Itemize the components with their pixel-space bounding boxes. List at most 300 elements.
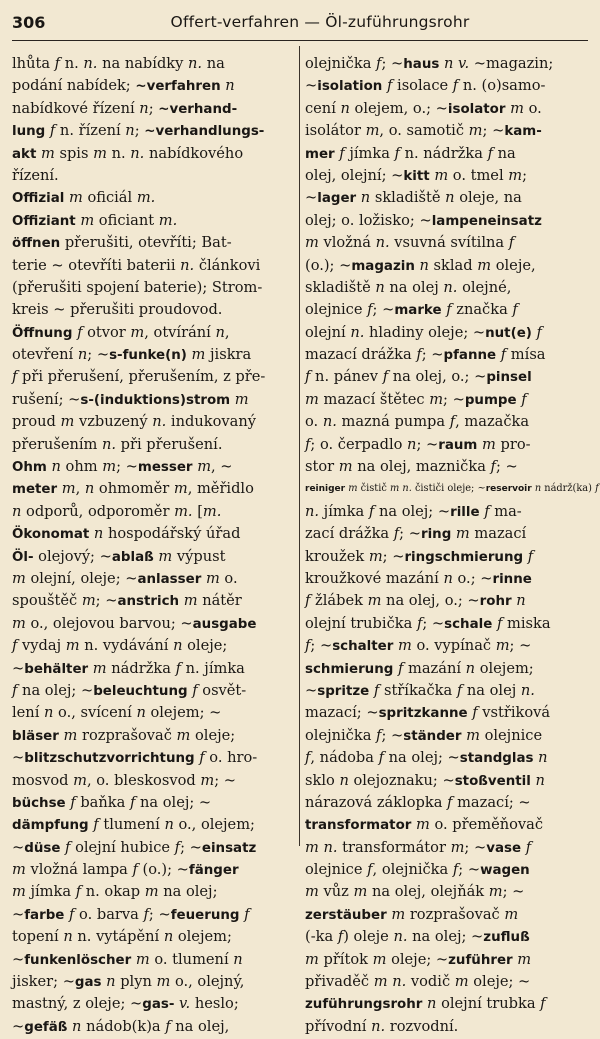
grammar-label: f [378, 749, 384, 767]
grammar-label: f [305, 637, 311, 655]
grammar-label: f [512, 301, 518, 319]
headword: Ökonomat [12, 527, 90, 543]
grammar-label: m [434, 166, 449, 184]
headword: mer [305, 146, 335, 162]
text-span: mazná pumpa [336, 413, 450, 431]
text-span: ; ~ [87, 346, 110, 364]
grammar-label: m [389, 483, 400, 495]
text-line [305, 255, 589, 277]
text-span: , [224, 323, 230, 341]
text-span: jímka [25, 883, 76, 901]
text-line [305, 98, 589, 120]
headword: reservoir [485, 484, 532, 495]
grammar-label: m [365, 122, 380, 140]
text-span: ~ [305, 681, 318, 699]
text-span: ~ [305, 77, 318, 95]
headword: behälter [24, 661, 89, 677]
headword: isolator [447, 101, 506, 117]
headword: zuführungsrohr [305, 997, 423, 1013]
text-span: jímka [344, 144, 395, 162]
text-span: skladiště [370, 189, 446, 207]
text-span: n. jímka [180, 659, 245, 677]
text-span: ; ~ [180, 838, 202, 856]
grammar-label: n. [152, 413, 167, 431]
grammar-label: f [339, 144, 345, 162]
text-line [305, 613, 589, 635]
text-span: , o. samotič [379, 122, 469, 140]
text-line [305, 680, 589, 702]
text-line [12, 232, 274, 254]
text-span: osvět- [197, 681, 247, 699]
headword: reiniger [305, 484, 346, 495]
grammar-label: n. [323, 838, 338, 856]
grammar-label: m [305, 390, 319, 408]
grammar-label: m [398, 637, 412, 655]
column-divider [299, 46, 300, 846]
grammar-label: n. [402, 483, 412, 495]
grammar-label: m [353, 883, 368, 901]
text-span: ; ~ [421, 346, 444, 364]
grammar-label: n [84, 480, 95, 498]
text-span: mazací štětec [318, 390, 430, 408]
grammar-label: m [234, 390, 249, 408]
text-span: na olej; [158, 883, 218, 901]
text-span: ; ~ [422, 614, 445, 632]
grammar-label: f [449, 413, 456, 431]
grammar-label: n [72, 1017, 82, 1035]
grammar-label: f [490, 458, 496, 476]
text-line [305, 478, 599, 500]
text-span: řízení. [12, 166, 59, 184]
text-span: olej; o. ložisko; ~ [305, 211, 432, 229]
grammar-label: f [12, 637, 18, 655]
grammar-label: f [447, 793, 453, 811]
text-line [305, 546, 589, 568]
text-span: značka [451, 301, 513, 319]
text-line [12, 389, 274, 411]
grammar-label: m [73, 771, 87, 789]
text-span: o., olejem; [173, 816, 255, 834]
text-span: vydaj [17, 637, 66, 655]
text-line [12, 53, 274, 75]
text-line [12, 120, 274, 142]
headword: rille [450, 504, 480, 520]
grammar-label: m [205, 569, 220, 587]
text-span: na olej; ~ [407, 928, 484, 946]
text-span: oleje; ~ [386, 950, 449, 968]
grammar-label: n [139, 99, 149, 117]
text-span: vložná lampa [25, 861, 133, 879]
text-line [305, 344, 589, 366]
text-span: ; ~ [482, 122, 505, 140]
text-span: n. nádržka [399, 144, 488, 162]
text-span: ~ [12, 749, 25, 767]
text-line [12, 747, 274, 769]
grammar-label: m [102, 458, 117, 476]
text-span: ; ~ [381, 726, 404, 744]
grammar-label: n [534, 483, 542, 495]
text-span: ; ~ [399, 525, 421, 543]
headword: vase [486, 840, 522, 856]
grammar-label: f [199, 749, 205, 767]
grammar-label: f [305, 368, 311, 386]
text-span: stříkačka [379, 681, 457, 699]
text-span: baňka [75, 793, 130, 811]
grammar-label: n [427, 995, 437, 1013]
text-span: ; ~ [495, 458, 518, 476]
grammar-label: m. [174, 502, 193, 520]
grammar-label: m [130, 323, 145, 341]
text-line [305, 881, 589, 903]
headword: ringschmierung [404, 549, 524, 565]
grammar-label: n [125, 122, 135, 140]
text-span: žlábek [310, 592, 368, 610]
grammar-label: m [373, 973, 388, 991]
text-line [12, 859, 274, 881]
text-line [12, 187, 274, 209]
text-span: přívodní [305, 1017, 372, 1035]
text-line [12, 1016, 274, 1038]
text-span: o. [219, 569, 238, 587]
grammar-label: m [495, 637, 510, 655]
grammar-label: m [65, 637, 80, 655]
text-span: , měřidlo [187, 480, 254, 498]
grammar-label: m [92, 659, 107, 677]
text-line [305, 1016, 589, 1038]
grammar-label: m. [136, 189, 156, 207]
grammar-label: f [305, 749, 311, 767]
text-span: kreis ~ přerušiti proudovod. [12, 301, 223, 319]
grammar-label: n. [322, 413, 337, 431]
text-span: olejní [305, 323, 351, 341]
text-span: olejový; ~ [33, 547, 112, 565]
headword: rinne [492, 571, 532, 587]
grammar-label: m [368, 547, 383, 565]
grammar-label: n [465, 659, 476, 677]
grammar-label: f [367, 861, 373, 879]
grammar-label: n. [392, 973, 407, 991]
text-span: isolátor [305, 122, 366, 140]
grammar-label: n. [188, 55, 203, 72]
grammar-label: n [516, 592, 526, 610]
text-span: (přerušiti spojení baterie); Strom- [12, 278, 263, 296]
headword: pfanne [443, 348, 497, 364]
text-line [12, 523, 274, 545]
headword: farbe [24, 907, 65, 923]
text-span: olejní, oleje; ~ [25, 569, 138, 587]
grammar-label: m [416, 816, 430, 834]
text-span: na [202, 55, 225, 72]
text-span: tlumení [98, 816, 165, 834]
text-span: o., olejný, [170, 973, 245, 991]
text-line [12, 904, 274, 926]
text-line [12, 635, 274, 657]
text-span: indukovaný [166, 413, 256, 431]
text-span: na olej, maznička [352, 458, 491, 476]
text-span: ; ~ [509, 637, 532, 655]
text-span: vodič [406, 973, 455, 991]
text-span: o. přeměňovač [429, 816, 544, 834]
headword: ~verhandlungs- [144, 124, 265, 140]
grammar-label: f [487, 144, 493, 162]
grammar-label: m [391, 905, 406, 923]
text-span: ~ [12, 659, 25, 677]
text-span: n. (o)samo- [458, 77, 546, 95]
text-span: transformátor [337, 838, 451, 856]
grammar-label: f [305, 435, 311, 453]
text-span: n. [106, 144, 131, 162]
text-line [305, 120, 589, 142]
left-column [12, 53, 274, 1038]
text-line [12, 814, 274, 836]
text-span: přivaděč [305, 973, 374, 991]
grammar-label: f [452, 77, 459, 95]
grammar-label: m [80, 211, 95, 229]
grammar-label: n [443, 569, 453, 587]
headword: dämpfung [12, 818, 89, 834]
grammar-label: m [338, 458, 353, 476]
headword: anstrich [117, 594, 180, 610]
grammar-label: f [143, 905, 149, 923]
text-span: rozvodní. [385, 1017, 459, 1035]
grammar-label: m [12, 614, 26, 632]
grammar-label: f [452, 861, 459, 879]
text-span: na olej; ~ [135, 793, 212, 811]
text-span: mazací drážka [305, 346, 417, 364]
text-line [305, 814, 589, 836]
text-span: , ~ [211, 458, 233, 476]
text-line [12, 299, 274, 321]
grammar-label: f [521, 390, 527, 408]
grammar-label: m [60, 413, 75, 431]
text-span: , nádoba [310, 749, 379, 767]
text-line [305, 747, 589, 769]
text-line [12, 590, 274, 612]
text-line [305, 859, 589, 881]
text-line [12, 98, 274, 120]
text-line [305, 389, 589, 411]
text-span: na olej; ~ [17, 681, 94, 699]
grammar-label: n [163, 928, 174, 946]
text-span: ; ~ [381, 55, 404, 72]
grammar-label: f [368, 502, 375, 520]
text-span: ; ~ [214, 771, 236, 789]
text-line [305, 434, 589, 456]
headword: Öl- [12, 549, 34, 565]
text-line [12, 322, 274, 344]
text-span: na olej; ~ [384, 749, 460, 767]
grammar-label: n [225, 77, 235, 95]
text-span: topení [12, 928, 64, 946]
grammar-label: f [472, 704, 478, 722]
text-span: ; o. čerpadlo [310, 435, 408, 453]
text-line [305, 523, 589, 545]
grammar-label: m. [202, 502, 222, 520]
text-span: olejem; ~ [145, 704, 222, 722]
headword: s-funke(n) [109, 348, 187, 364]
headword: einsatz [201, 840, 257, 856]
text-line [12, 456, 274, 478]
text-span: na olej; ~ [374, 502, 451, 520]
text-span: olejné, [457, 278, 512, 296]
grammar-label: m [455, 525, 470, 543]
text-span: nádob(k)a [81, 1017, 166, 1035]
text-span: olejní trubka [436, 995, 541, 1013]
grammar-label: m [144, 883, 159, 901]
text-span: (o.); ~ [137, 861, 189, 879]
text-span: n. okap [81, 883, 145, 901]
grammar-label: n [173, 637, 183, 655]
text-span: rozprašovač [405, 905, 505, 923]
text-line [305, 837, 589, 859]
grammar-label: f [12, 368, 18, 386]
text-span: n. vytápění [72, 928, 164, 946]
headword: haus [403, 57, 440, 72]
grammar-label: n. [180, 256, 195, 274]
grammar-label: m [488, 883, 503, 901]
text-line [12, 725, 274, 747]
text-span: na olej [462, 681, 521, 699]
headword: Öffnung [12, 325, 73, 341]
text-line [12, 255, 274, 277]
grammar-label: n v. [443, 55, 470, 72]
grammar-label: f [69, 905, 75, 923]
text-line [12, 949, 274, 971]
text-span: spis [54, 144, 94, 162]
text-span: ; ~ [95, 592, 118, 610]
grammar-label: f [174, 838, 181, 856]
headword: nut(e) [485, 325, 532, 341]
text-span: o. vypínač [411, 637, 496, 655]
headword: marke [394, 303, 442, 319]
text-line [305, 143, 589, 165]
text-span: nabídkové řízení [12, 99, 140, 117]
grammar-label: m [482, 435, 496, 453]
text-span: ma- [489, 502, 522, 520]
text-span: miska [502, 614, 551, 632]
text-span: plyn [115, 973, 157, 991]
grammar-label: f [49, 122, 56, 140]
grammar-label: f [337, 928, 344, 946]
headword: lager [317, 191, 357, 207]
text-line [12, 344, 274, 366]
text-span: o. tlumení [149, 950, 234, 968]
grammar-label: m [348, 483, 358, 495]
grammar-label: m [12, 569, 26, 587]
grammar-label: m [508, 166, 523, 184]
text-span: ; [134, 122, 145, 140]
text-span: , o. bleskosvod [86, 771, 201, 789]
text-span: hospodářský úřad [103, 525, 241, 543]
text-line [12, 277, 274, 299]
grammar-label: f [484, 502, 490, 520]
grammar-label: n. [102, 435, 117, 453]
grammar-label: f [416, 346, 422, 364]
grammar-label: f [446, 301, 452, 319]
text-line [305, 411, 589, 433]
headword: ring [420, 527, 452, 543]
text-span: ~magazin; [469, 55, 554, 72]
grammar-label: f [165, 1017, 171, 1035]
text-span: při přerušení. [116, 435, 223, 453]
text-span: vložná [318, 234, 376, 252]
grammar-label: m [200, 771, 215, 789]
headword: pinsel [486, 370, 532, 386]
text-span: terie ~ otevříti baterii [12, 256, 181, 274]
grammar-label: f [65, 838, 71, 856]
grammar-label: n. [83, 55, 98, 72]
text-span: oleje; [190, 726, 236, 744]
text-line [12, 702, 274, 724]
text-span: o. [523, 99, 542, 117]
headword: ständer [403, 728, 462, 744]
grammar-label: m [93, 144, 107, 162]
grammar-label: n [339, 771, 349, 789]
headword: pumpe [464, 392, 517, 408]
text-span: o., svícení [53, 704, 137, 722]
headword: anlasser [137, 571, 202, 587]
grammar-label: n [215, 323, 225, 341]
text-line [12, 501, 274, 523]
headword: ~verhand- [158, 101, 238, 117]
text-span: isolace [392, 77, 453, 95]
text-line [12, 411, 274, 433]
right-column [305, 53, 599, 1038]
text-span: oleje, [491, 256, 536, 274]
text-line [305, 568, 589, 590]
text-span: ~ [305, 189, 318, 207]
text-span: (o.); ~ [305, 256, 352, 274]
text-span: na olej, olejňák [367, 883, 489, 901]
text-span: odporů, odporoměr [21, 502, 175, 520]
grammar-label: n. [130, 144, 145, 162]
text-span: článkovi [194, 256, 261, 274]
text-line [305, 322, 589, 344]
text-span: o. barva [74, 905, 144, 923]
text-span: výpust [172, 547, 226, 565]
text-span: ; ~ [382, 547, 405, 565]
grammar-label: m [197, 458, 212, 476]
grammar-label: m [12, 883, 26, 901]
grammar-label: m [156, 973, 171, 991]
headword: schalter [332, 639, 394, 655]
grammar-label: n [136, 704, 146, 722]
grammar-label: f [244, 905, 250, 923]
text-span: olejnice [479, 726, 543, 744]
text-line [305, 366, 589, 388]
text-span: ; ~ [116, 458, 138, 476]
text-span: ; [148, 99, 159, 117]
text-line [12, 434, 274, 456]
text-span: hladiny oleje; ~ [364, 323, 486, 341]
text-line [305, 165, 589, 187]
grammar-label: f [367, 301, 373, 319]
grammar-label: f [386, 77, 393, 95]
grammar-label: n. [393, 928, 408, 946]
grammar-label: n [164, 816, 174, 834]
text-span: ohm [60, 458, 103, 476]
grammar-label: f [93, 816, 99, 834]
grammar-label: n [44, 704, 54, 722]
text-line [12, 658, 274, 680]
text-span: vůz [318, 883, 354, 901]
text-span: ~ [12, 1017, 25, 1035]
text-span: ; ~ [310, 637, 333, 655]
text-span: vstřiková [477, 704, 551, 722]
text-span: olejnice [305, 861, 368, 879]
text-span: [ [192, 502, 203, 520]
text-span: stor [305, 458, 339, 476]
